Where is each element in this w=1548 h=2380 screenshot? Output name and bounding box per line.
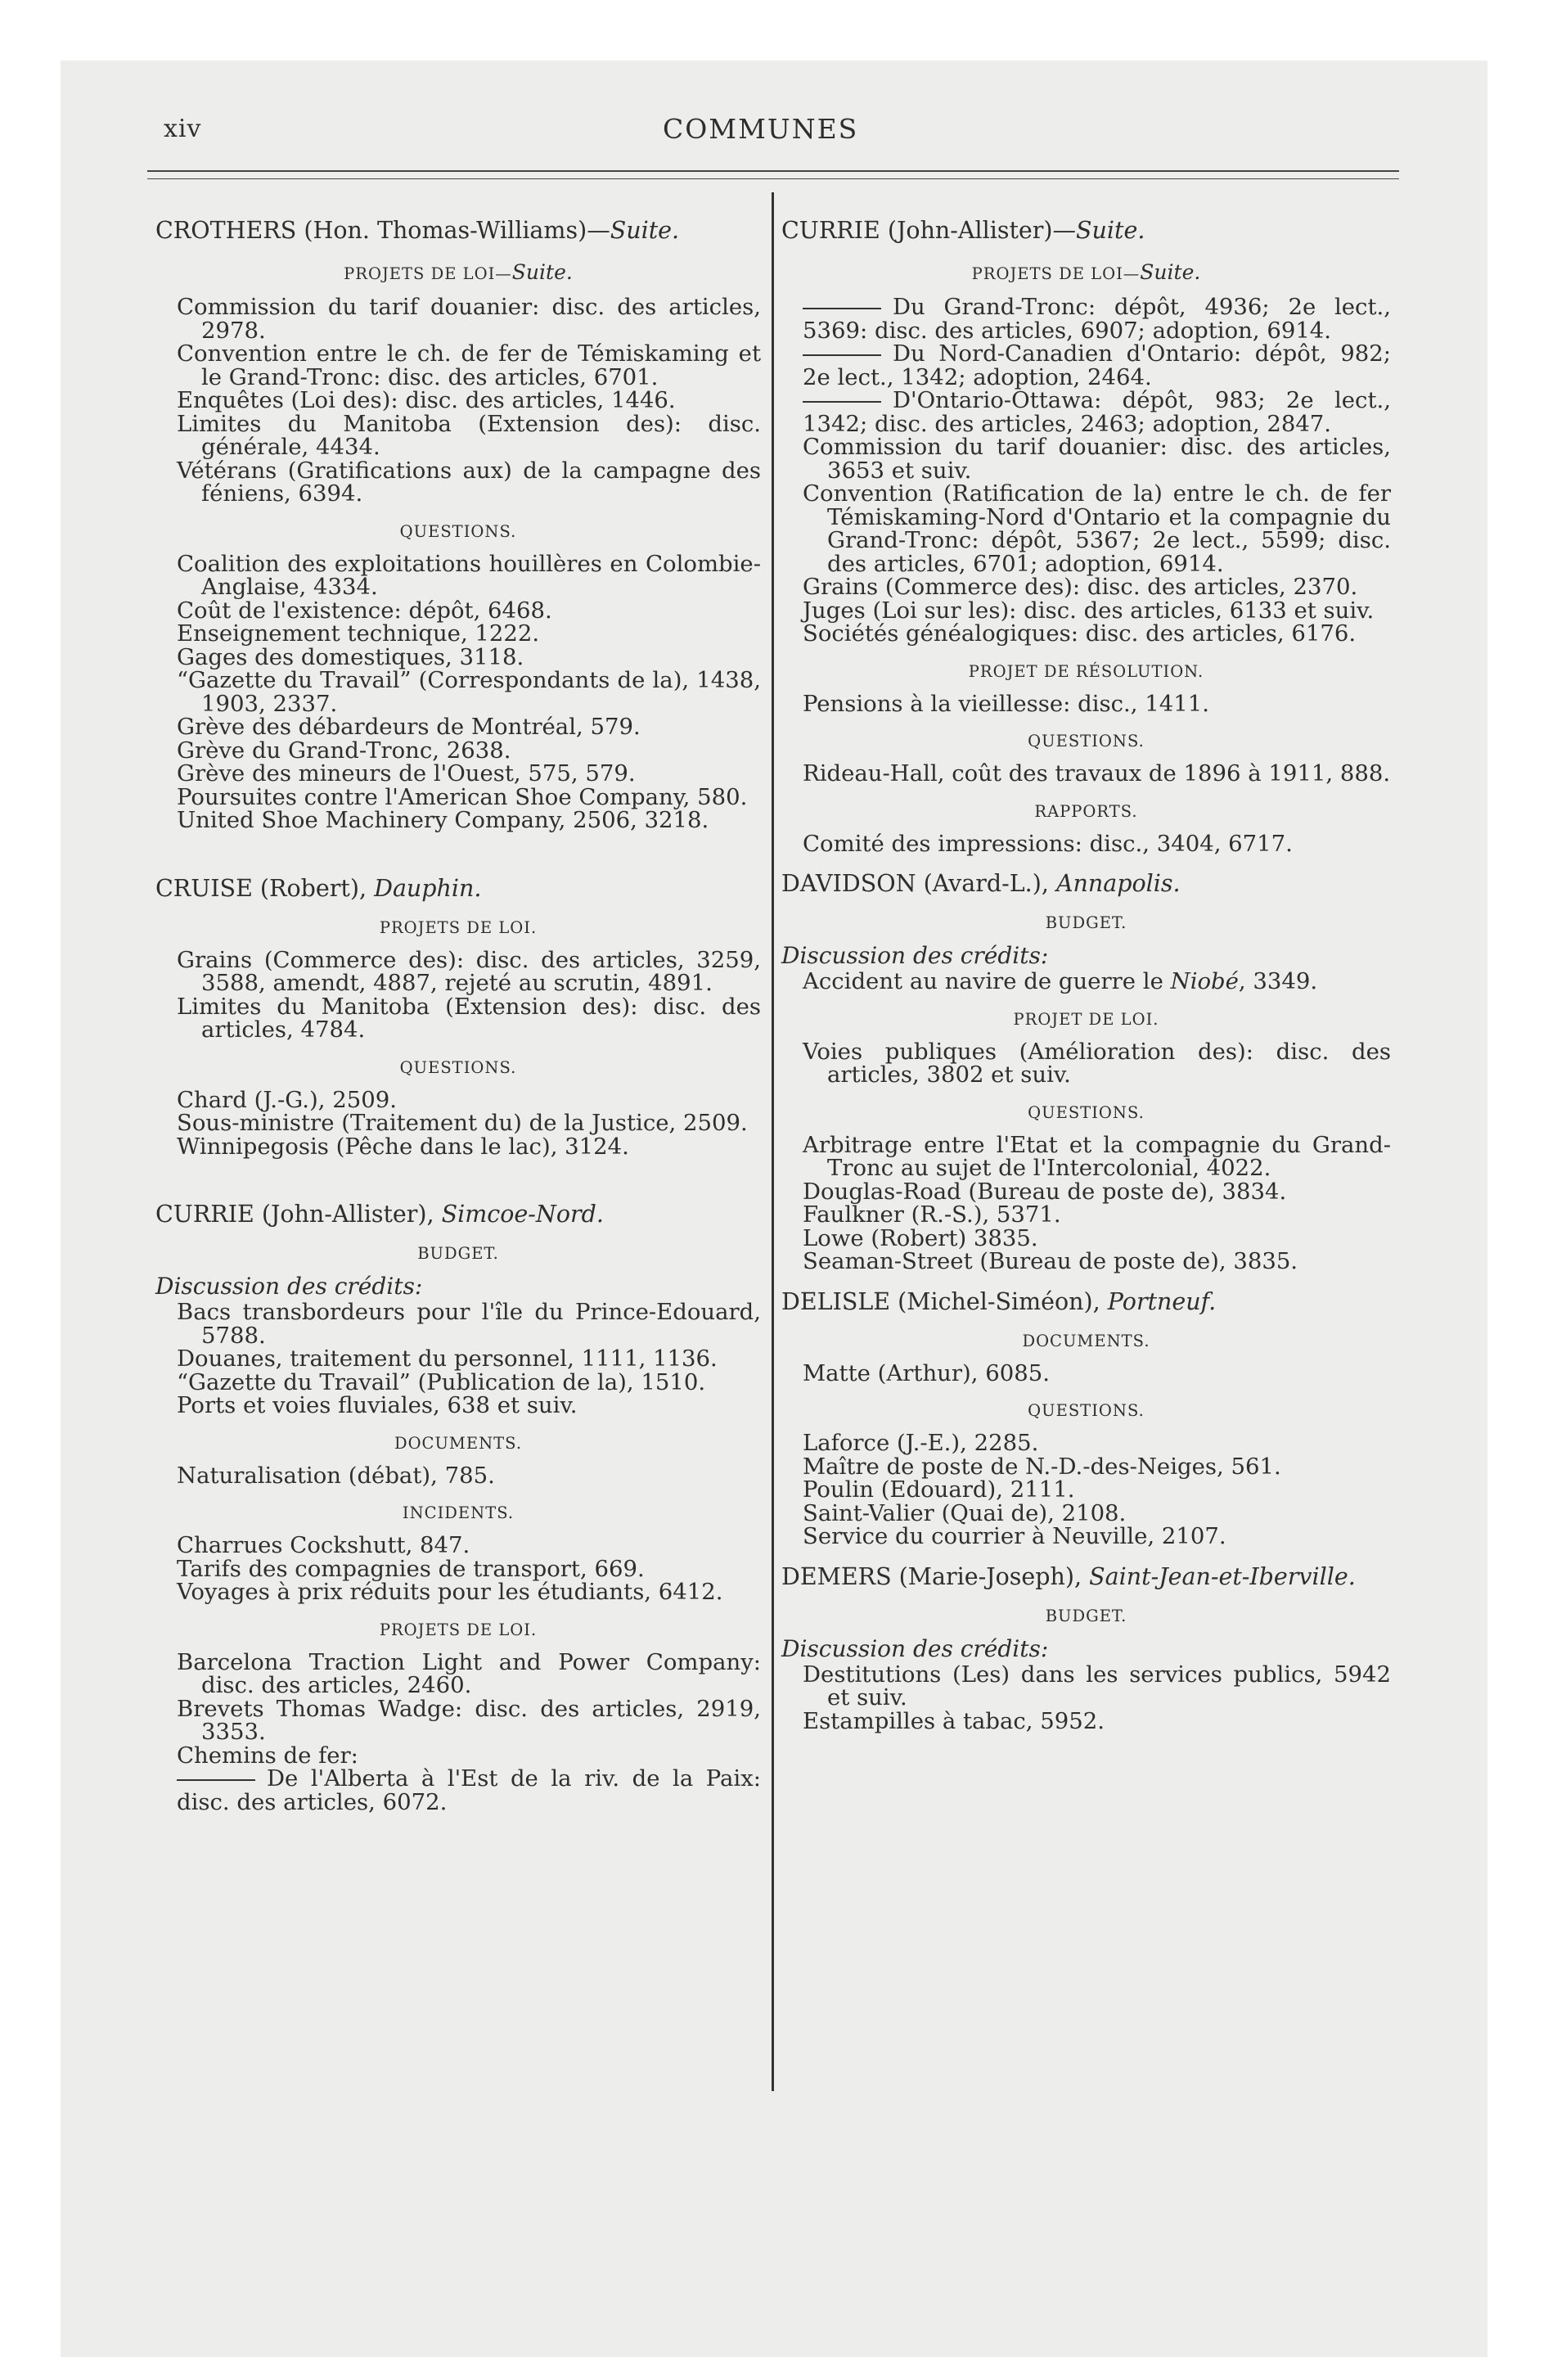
section-heading: INCIDENTS. <box>402 1503 515 1522</box>
currie-budget-list <box>155 1300 761 1418</box>
right-column <box>781 217 1391 1733</box>
list-item: United Shoe Machinery Company, 2506, 3218. <box>177 807 709 833</box>
running-head: COMMUNES <box>663 113 859 145</box>
list-item: Grains (Commerce des): disc. des articles, 3259, 3588, amendt, 4887, rejeté au scrutin, 4891. <box>177 946 761 996</box>
list-item: Douanes, traitement du personnel, 1111, 1136. <box>177 1346 718 1372</box>
list-item: Charrues Cockshutt, 847. <box>177 1532 470 1558</box>
dash-rule <box>803 401 881 403</box>
list-item: Limites du Manitoba (Extension des): disc. des articles, 4784. <box>177 993 761 1043</box>
list-item: Enseignement technique, 1222. <box>177 620 540 647</box>
list-item: Arbitrage entre l'Etat et la compagnie du Grand-Tronc au sujet de l'Intercolonial, 4022. <box>803 1131 1391 1181</box>
list-item: Sociétés généalogiques: disc. des articles, 6176. <box>803 620 1357 647</box>
section-heading: QUESTIONS. <box>1028 732 1145 751</box>
dash-rule <box>803 354 881 356</box>
section-heading: PROJETS DE LOI. <box>379 917 538 937</box>
list-item: Enquêtes (Loi des): disc. des articles, 1446. <box>177 387 676 413</box>
delisle-questions-list <box>781 1431 1391 1548</box>
list-item: Laforce (J.-E.), 2285. <box>803 1430 1039 1456</box>
subheading: Discussion des crédits: <box>155 1273 423 1300</box>
currie-reports-list <box>781 832 1391 856</box>
list-item: Seaman-Street (Bureau de poste de), 3835. <box>803 1248 1298 1274</box>
list-item: Comité des impressions: disc., 3404, 6717. <box>803 830 1293 857</box>
list-item: Naturalisation (débat), 785. <box>177 1462 495 1489</box>
header-rule <box>147 170 1399 172</box>
currie-bills-list <box>155 1648 761 1815</box>
delisle-documents-list <box>781 1359 1391 1386</box>
list-item: Commission du tarif douanier: disc. des articles, 2978. <box>177 294 761 344</box>
currie-resolution-list <box>781 692 1391 716</box>
subheading: Discussion des crédits: <box>781 1634 1049 1662</box>
section-heading: PROJETS DE LOI—Suite. <box>971 260 1201 284</box>
list-item: Ports et voies fluviales, 638 et suiv. <box>177 1392 578 1418</box>
list-item: Bacs transbordeurs pour l'île du Prince-Edouard, 5788. <box>177 1299 761 1349</box>
list-item: Winnipegosis (Pêche dans le lac), 3124. <box>177 1133 629 1160</box>
list-item: Vétérans (Gratifications aux) de la campagne des féniens, 6394. <box>177 457 761 507</box>
list-item: Brevets Thomas Wadge: disc. des articles, 2919, 3353. <box>177 1695 761 1745</box>
davidson-bills-list <box>781 1040 1391 1087</box>
entry-currie: CURRIE (John-Allister), Simcoe-Nord. <box>155 1201 604 1228</box>
crothers-bills-list <box>155 295 761 506</box>
list-item: Du Nord-Canadien d'Ontario: dépôt, 982; 2e lect., 1342; adoption, 2464. <box>803 340 1391 390</box>
list-item: Convention entre le ch. de fer de Témiskaming et le Grand-Tronc: disc. des articles, 6701. <box>177 340 761 390</box>
section-heading: QUESTIONS. <box>399 1057 517 1077</box>
entry-demers: DEMERS (Marie-Joseph), Saint-Jean-et-Iberville. <box>781 1562 1356 1590</box>
entry-crothers: CROTHERS (Hon. Thomas-Williams)—Suite. <box>155 217 680 244</box>
dash-rule <box>177 1779 255 1781</box>
list-item: Limites du Manitoba (Extension des): disc. générale, 4434. <box>177 410 761 460</box>
list-item: Barcelona Traction Light and Power Company: disc. des articles, 2460. <box>177 1648 761 1698</box>
list-item: Douglas-Road (Bureau de poste de), 3834. <box>803 1178 1287 1205</box>
list-item: Service du courrier à Neuville, 2107. <box>803 1523 1226 1549</box>
demers-budget-list <box>781 1663 1391 1733</box>
davidson-budget-list <box>781 970 1391 994</box>
list-item: Matte (Arthur), 6085. <box>803 1359 1050 1386</box>
currie-questions-list <box>781 762 1391 786</box>
section-heading: DOCUMENTS. <box>394 1433 523 1453</box>
section-heading: PROJETS DE LOI—Suite. <box>344 260 573 284</box>
list-item: Convention (Ratification de la) entre le ch. de fer Témiskaming-Nord d'Ontario et la compagnie du Grand-Tronc: dépôt, 5367; 2e lect., 5599; disc. des articles, 6701; adoption, 6914. <box>803 480 1391 577</box>
list-item: Chemins de fer: <box>177 1742 358 1769</box>
list-item: De l'Alberta à l'Est de la riv. de la Paix: disc. des articles, 6072. <box>177 1765 761 1815</box>
cruise-questions-list <box>155 1086 761 1160</box>
list-item: Rideau-Hall, coût des travaux de 1896 à 1911, 888. <box>803 760 1391 787</box>
list-item: Grève des débardeurs de Montréal, 579. <box>177 714 641 740</box>
section-heading: QUESTIONS. <box>1028 1401 1145 1420</box>
section-heading: BUDGET. <box>417 1244 499 1263</box>
list-item: Maître de poste de N.-D.-des-Neiges, 561. <box>803 1453 1281 1480</box>
list-item: D'Ontario-Ottawa: dépôt, 983; 2e lect., 1342; disc. des articles, 2463; adoption, 2847. <box>803 387 1391 437</box>
list-item: Accident au navire de guerre le Niobé, 3349. <box>803 968 1318 994</box>
entry-davidson: DAVIDSON (Avard-L.), Annapolis. <box>781 870 1181 897</box>
subheading: Discussion des crédits: <box>781 942 1049 969</box>
section-heading: DOCUMENTS. <box>1022 1331 1150 1350</box>
list-item: Pensions à la vieillesse: disc., 1411. <box>803 690 1209 717</box>
currie-bills-continued-list <box>781 295 1391 646</box>
section-heading: PROJET DE LOI. <box>1013 1009 1159 1029</box>
cruise-bills-list <box>155 946 761 1043</box>
list-item: Grains (Commerce des): disc. des articles, 2370. <box>803 574 1358 600</box>
page-folio: xiv <box>164 115 202 143</box>
list-item: Estampilles à tabac, 5952. <box>803 1707 1105 1734</box>
section-heading: BUDGET. <box>1045 1606 1127 1625</box>
entry-delisle: DELISLE (Michel-Siméon), Portneuf. <box>781 1287 1217 1315</box>
list-item: Tarifs des compagnies de transport, 669. <box>177 1555 645 1582</box>
list-item: “Gazette du Travail” (Correspondants de la), 1438, 1903, 2337. <box>177 667 761 717</box>
list-item: Poulin (Edouard), 2111. <box>803 1476 1075 1503</box>
section-heading: PROJETS DE LOI. <box>379 1620 538 1639</box>
list-item: Sous-ministre (Traitement du) de la Justice, 2509. <box>177 1110 748 1136</box>
list-item: Chard (J.-G.), 2509. <box>177 1086 397 1113</box>
list-item: Coalition des exploitations houillères en Colombie-Anglaise, 4334. <box>177 550 761 600</box>
list-item: Poursuites contre l'American Shoe Company, 580. <box>177 783 748 810</box>
entry-cruise: CRUISE (Robert), Dauphin. <box>155 874 482 902</box>
section-heading: BUDGET. <box>1045 913 1127 932</box>
list-item: Lowe (Robert) 3835. <box>803 1224 1038 1251</box>
list-item: Du Grand-Tronc: dépôt, 4936; 2e lect., 5369: disc. des articles, 6907; adoption, 6914. <box>803 294 1391 344</box>
header-rule-thin <box>147 178 1399 179</box>
list-item: Grève du Grand-Tronc, 2638. <box>177 737 511 764</box>
section-heading: PROJET DE RÉSOLUTION. <box>968 661 1204 681</box>
list-item: “Gazette du Travail” (Publication de la), 1510. <box>177 1368 706 1395</box>
list-item: Faulkner (R.-S.), 5371. <box>803 1201 1061 1228</box>
list-item: Commission du tarif douanier: disc. des articles, 3653 et suiv. <box>803 434 1391 484</box>
currie-incidents-list <box>155 1534 761 1604</box>
list-item: Grève des mineurs de l'Ouest, 575, 579. <box>177 760 636 787</box>
list-item: Coût de l'existence: dépôt, 6468. <box>177 597 552 624</box>
davidson-questions-list <box>781 1131 1391 1274</box>
left-column <box>155 217 761 1814</box>
entry-currie-continued: CURRIE (John-Allister)—Suite. <box>781 217 1145 244</box>
section-heading: RAPPORTS. <box>1034 801 1138 821</box>
section-heading: QUESTIONS. <box>1028 1102 1145 1122</box>
list-item: Gages des domestiques, 3118. <box>177 643 524 670</box>
column-divider <box>772 192 774 2091</box>
section-heading: QUESTIONS. <box>399 521 517 541</box>
currie-documents-list <box>155 1464 761 1488</box>
list-item: Voies publiques (Amélioration des): disc. des articles, 3802 et suiv. <box>803 1038 1391 1088</box>
list-item: Juges (Loi sur les): disc. des articles, 6133 et suiv. <box>803 597 1375 624</box>
list-item: Voyages à prix réduits pour les étudiants, 6412. <box>177 1579 723 1605</box>
list-item: Destitutions (Les) dans les services publics, 5942 et suiv. <box>803 1661 1391 1711</box>
list-item: Saint-Valier (Quai de), 2108. <box>803 1499 1127 1526</box>
crothers-questions-list <box>155 552 761 832</box>
dash-rule <box>803 308 881 309</box>
